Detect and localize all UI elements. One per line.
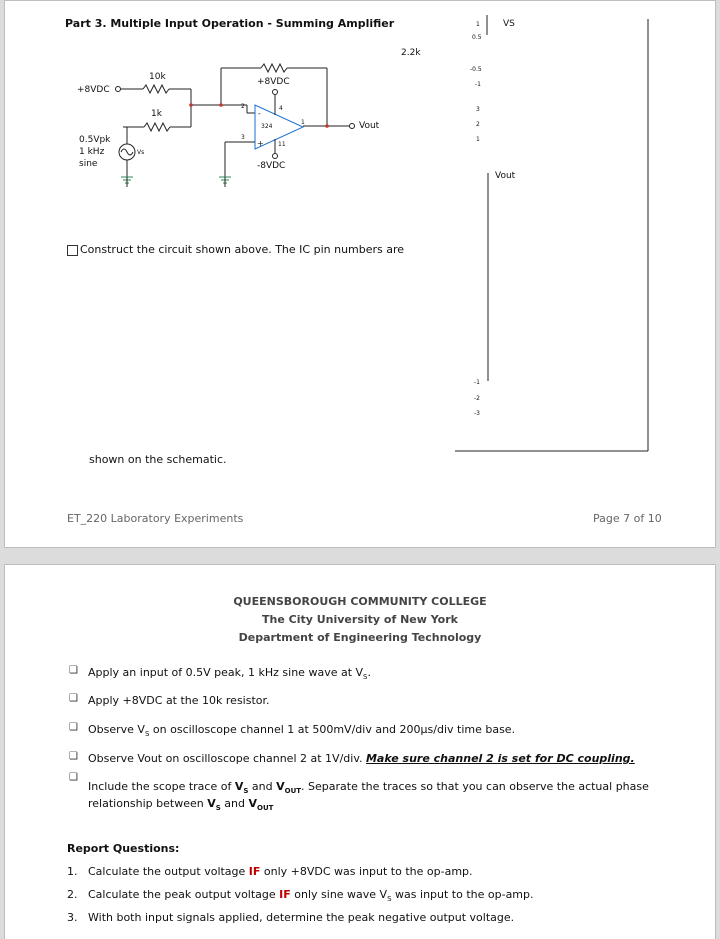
scope-tick: -1 (474, 379, 480, 386)
university-name: The City University of New York (262, 613, 458, 626)
footer-page-number: Page 7 of 10 (593, 512, 662, 525)
checkbox-icon[interactable]: ❑ (69, 751, 78, 762)
part-title: Part 3. Multiple Input Operation - Summing Amplifier (65, 17, 395, 30)
checkbox-icon[interactable]: ❑ (69, 722, 78, 733)
scope-tick: -1 (475, 81, 481, 88)
scope-tick: 2 (476, 121, 480, 128)
ic-label: 324 (261, 123, 273, 130)
pin-2-label: 2 (241, 103, 245, 110)
rf-label: 2.2k (401, 48, 421, 58)
step-observe-vout: Observe Vout on oscilloscope channel 2 at 1V/div. Make sure channel 2 is set for DC coupling. (88, 752, 635, 765)
pin-11-label: 11 (278, 141, 286, 148)
construct-instruction-continued: shown on the schematic. (89, 453, 227, 466)
scope-tick: 0.5 (472, 34, 482, 41)
construct-instruction: Construct the circuit shown above. The IC pin numbers are (80, 243, 405, 256)
vneg-label: -8VDC (257, 161, 286, 171)
r1-label: 10k (149, 72, 166, 82)
footer-course: ET_220 Laboratory Experiments (67, 512, 244, 525)
input-terminal (116, 87, 121, 92)
checkbox-icon[interactable]: ❑ (69, 772, 78, 783)
department-name: Department of Engineering Technology (238, 631, 482, 644)
pin-3-label: 3 (241, 134, 245, 141)
scope-vout-label: Vout (495, 171, 516, 181)
question-2-number: 2. (67, 888, 78, 901)
scope-tick: 1 (476, 21, 480, 28)
step-observe-vs: Observe $V_S$ on oscilloscope channel 1 at 500mV/div and 200µs/div time base. (88, 723, 516, 739)
scope-tick: -0.5 (470, 66, 482, 73)
step-include-trace-continued: relationship between $V_S$ and $V_{OUT}$ (88, 797, 274, 813)
construct-checkbox[interactable] (67, 245, 78, 256)
step-apply-dc: Apply +8VDC at the 10k resistor. (88, 694, 270, 707)
scope-vs-label: VS (503, 19, 515, 29)
checkbox-icon[interactable]: ❑ (69, 665, 78, 676)
scope-tick: 3 (476, 106, 480, 113)
college-name: QUEENSBOROUGH COMMUNITY COLLEGE (233, 595, 487, 608)
checkbox-icon[interactable]: ❑ (69, 693, 78, 704)
document-page-7 (4, 0, 716, 548)
r2-label: 1k (151, 109, 162, 119)
report-questions-heading: Report Questions: (67, 842, 180, 855)
scope-tick: -3 (474, 410, 480, 417)
resistor-2.2k (261, 64, 287, 72)
svg-text:-: - (258, 109, 261, 118)
resistor-1k (144, 123, 170, 131)
input-dc-label: +8VDC (77, 85, 110, 95)
scope-tick: -2 (474, 395, 480, 402)
source-waveform: sine (79, 159, 98, 169)
question-1: Calculate the output voltage IF only +8VDC was input to the op-amp. (88, 865, 473, 878)
document-page-8 (4, 564, 716, 939)
question-3: With both input signals applied, determine the peak negative output voltage. (88, 911, 515, 924)
pin-4-label: 4 (279, 105, 283, 112)
step-apply-sine: Apply an input of 0.5V peak, 1 kHz sine wave at $V_S$. (88, 666, 371, 682)
source-frequency: 1 kHz (79, 147, 105, 157)
summing-amplifier-schematic (5, 1, 445, 201)
output-label: Vout (359, 121, 380, 131)
scope-tick: 1 (476, 136, 480, 143)
source-amplitude: 0.5Vpk (79, 135, 111, 145)
step-include-trace: Include the scope trace of $V_S$ and $V_{OUT}$. Separate the traces so that you can observe the actual phase (88, 780, 649, 796)
question-2: Calculate the peak output voltage IF only sine wave $V_S$ was input to the op-amp. (88, 888, 534, 904)
vpos-label: +8VDC (257, 77, 290, 87)
question-3-number: 3. (67, 911, 78, 924)
source-label: Vs (137, 149, 145, 156)
resistor-10k (143, 85, 169, 93)
svg-text:+: + (257, 139, 264, 148)
pin-1-label: 1 (301, 119, 305, 126)
question-1-number: 1. (67, 865, 78, 878)
